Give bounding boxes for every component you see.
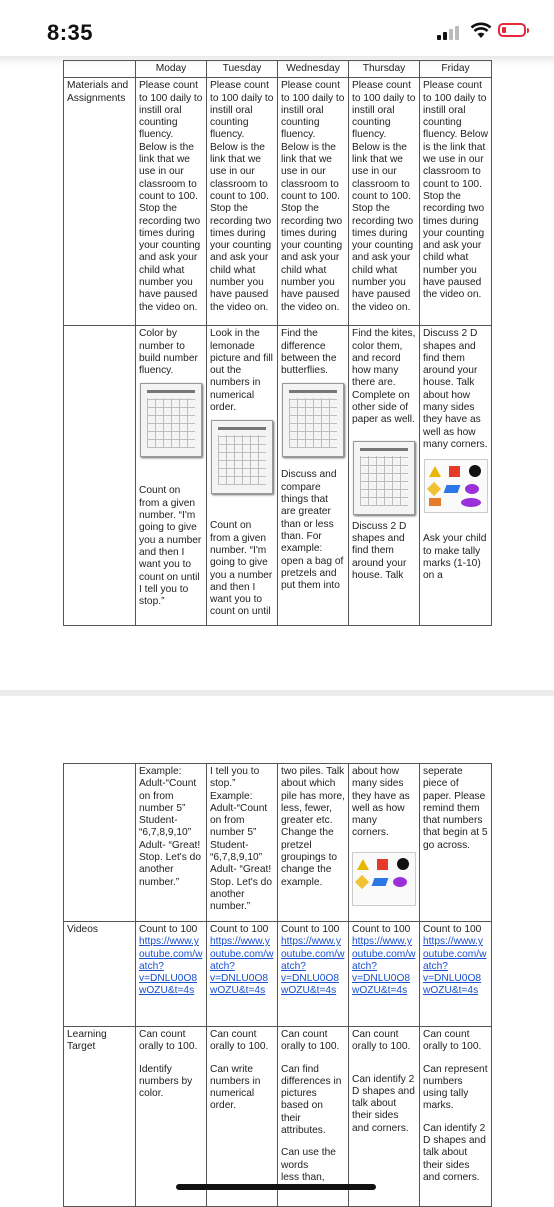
count-instructions-monday: Please count to 100 daily to instill oral counting fluency. Below is the link that we use in our classroom to count to 100. Stop the recording two times during your counting and ask your child what number you have paused the video on. (136, 78, 207, 326)
cont-friday: seperate piece of paper. Please remind them that numbers that begin at 5 go across. (420, 764, 492, 922)
youtube-link[interactable]: https://www.youtube.com/watch?v=DNLU0O8wOZU&t=4s (139, 936, 203, 997)
day-header-monday: Moday (136, 61, 207, 78)
row-label-videos: Videos (64, 922, 136, 1027)
status-bar (0, 0, 554, 62)
row-label-materials-cont (64, 326, 136, 626)
page-break (0, 690, 554, 696)
activity-friday (420, 326, 492, 626)
extra-text-thursday: Discuss 2 D shapes and find them around your house. Talk (352, 520, 407, 581)
battery-icon (498, 23, 526, 37)
activity-monday (136, 326, 207, 626)
activity-text-wednesday: Find the difference between the butterflies. (281, 328, 337, 377)
lemonade-worksheet-image (211, 420, 273, 494)
youtube-link[interactable]: https://www.youtube.com/watch?v=DNLU0O8wOZU&t=4s (210, 936, 274, 997)
target-text: Can represent numbers using tally marks. (423, 1063, 488, 1112)
activity-thursday (349, 326, 420, 626)
target-tuesday (207, 1027, 278, 1207)
target-text: Identify numbers by color. (139, 1063, 193, 1100)
activity-text-thursday: Find the kites, color them, and record how many there are. Complete on other side of paper as well. (352, 328, 416, 426)
extra-text-tuesday: Count on from a given number. “I'm going to give you a number and then I want you to count on until (210, 520, 273, 618)
video-cell-monday (136, 922, 207, 1027)
youtube-link[interactable]: https://www.youtube.com/watch?v=DNLU0O8wOZU&t=4s (281, 936, 345, 997)
target-extra-text-2: less than, (281, 1171, 325, 1183)
video-cell-tuesday (207, 922, 278, 1027)
youtube-link[interactable]: https://www.youtube.com/watch?v=DNLU0O8wOZU&t=4s (423, 936, 487, 997)
status-time: 8:35 (47, 20, 94, 45)
row-label-blank (64, 764, 136, 922)
target-common-text: Can count orally to 100. (423, 1029, 482, 1053)
activity-wednesday (278, 326, 349, 626)
video-title: Count to 100 (139, 924, 198, 935)
wifi-icon (470, 21, 492, 39)
target-wednesday (278, 1027, 349, 1207)
target-common-text: Can count orally to 100. (281, 1029, 340, 1053)
target-monday (136, 1027, 207, 1207)
target-thursday (349, 1027, 420, 1207)
cellular-signal-icon (437, 24, 463, 40)
header-blank (64, 61, 136, 78)
cont-thursday (349, 764, 420, 922)
cont-monday: Example: Adult-“Count on from number 5” Student- “6,7,8,9,10” Adult- “Great! Stop. Let's do another number.” (136, 764, 207, 922)
target-text: Can identify 2 D shapes and talk about their sides and corners. (352, 1073, 415, 1134)
2d-shapes-chart-image (424, 459, 488, 513)
day-header-thursday: Thursday (349, 61, 420, 78)
youtube-link[interactable]: https://www.youtube.com/watch?v=DNLU0O8wOZU&t=4s (352, 936, 416, 997)
day-header-wednesday: Wednesday (278, 61, 349, 78)
extra-text-wednesday: Discuss and compare things that are greater than or less than. For example: open a bag of pretzels and put them into (281, 469, 344, 592)
kites-worksheet-image (353, 441, 415, 515)
video-cell-thursday (349, 922, 420, 1027)
lesson-plan-table-page-1 (63, 60, 492, 626)
home-indicator[interactable] (176, 1184, 376, 1190)
target-common-text: Can count orally to 100. (352, 1029, 411, 1053)
day-header-tuesday: Tuesday (207, 61, 278, 78)
target-extra-text: Can identify 2 D shapes and talk about their sides and corners. (423, 1122, 486, 1183)
extra-text-friday: Ask your child to make tally marks (1-10) on a (423, 533, 487, 582)
2d-shapes-chart-image (352, 852, 416, 906)
target-text: Can find differences in pictures based on their attributes. (281, 1063, 342, 1137)
activity-tuesday (207, 326, 278, 626)
video-title: Count to 100 (281, 924, 340, 935)
count-instructions-thursday: Please count to 100 daily to instill oral counting fluency. Below is the link that we use in our classroom to count to 100. Stop the recording two times during your counting and ask your child what number you have paused the video on. (349, 78, 420, 326)
cont-text-thursday: about how many sides they have as well as how many corners. (352, 766, 410, 839)
count-instructions-tuesday: Please count to 100 daily to instill oral counting fluency. Below is the link that we use in our classroom to count to 100. Stop the recording two times during your counting and ask your child what number you have paused the video on. (207, 78, 278, 326)
activity-text-monday: Color by number to build number fluency. (139, 328, 198, 377)
extra-text-monday: Count on from a given number. “I'm going to give you a number and then I want you to count on until I tell you to stop.” (139, 485, 202, 608)
day-header-friday: Friday (420, 61, 492, 78)
target-text: Can write numbers in numerical order. (210, 1063, 261, 1112)
cont-tuesday: I tell you to stop.” Example: Adult-“Count on from number 5” Student- “6,7,8,9,10” Adult- “Great! Stop. Let's do another number.” (207, 764, 278, 922)
row-label-materials: Materials and Assignments (64, 78, 136, 326)
target-friday (420, 1027, 492, 1207)
activity-text-friday: Discuss 2 D shapes and find them around your house. Talk about how many sides they have as well as how many corners. (423, 328, 488, 450)
count-instructions-wednesday: Please count to 100 daily to instill oral counting fluency. Below is the link that we use in our classroom to count to 100. Stop the recording two times during your counting and ask your child what number you have paused the video on. (278, 78, 349, 326)
cont-wednesday: two piles. Talk about which pile has more, less, fewer, greater etc. Change the pretzel groupings to change the example. (278, 764, 349, 922)
video-title: Count to 100 (352, 924, 411, 935)
video-title: Count to 100 (423, 924, 482, 935)
target-common-text: Can count orally to 100. (210, 1029, 269, 1053)
count-instructions-friday: Please count to 100 daily to instill oral counting fluency. Below is the link that we use in our classroom to count to 100. Stop the recording two times during your counting and ask your child what number you have paused the video on. (420, 78, 492, 326)
color-by-number-worksheet-image (140, 383, 202, 457)
target-common-text: Can count orally to 100. (139, 1029, 198, 1053)
activity-text-tuesday: Look in the lemonade picture and fill out the numbers in numerical order. (210, 328, 273, 414)
video-cell-wednesday (278, 922, 349, 1027)
video-cell-friday (420, 922, 492, 1027)
lesson-plan-table-page-2 (63, 763, 492, 1207)
row-label-learning-target: Learning Target (64, 1027, 136, 1207)
butterflies-worksheet-image (282, 383, 344, 457)
target-extra-text: Can use the words (281, 1147, 336, 1171)
video-title: Count to 100 (210, 924, 269, 935)
